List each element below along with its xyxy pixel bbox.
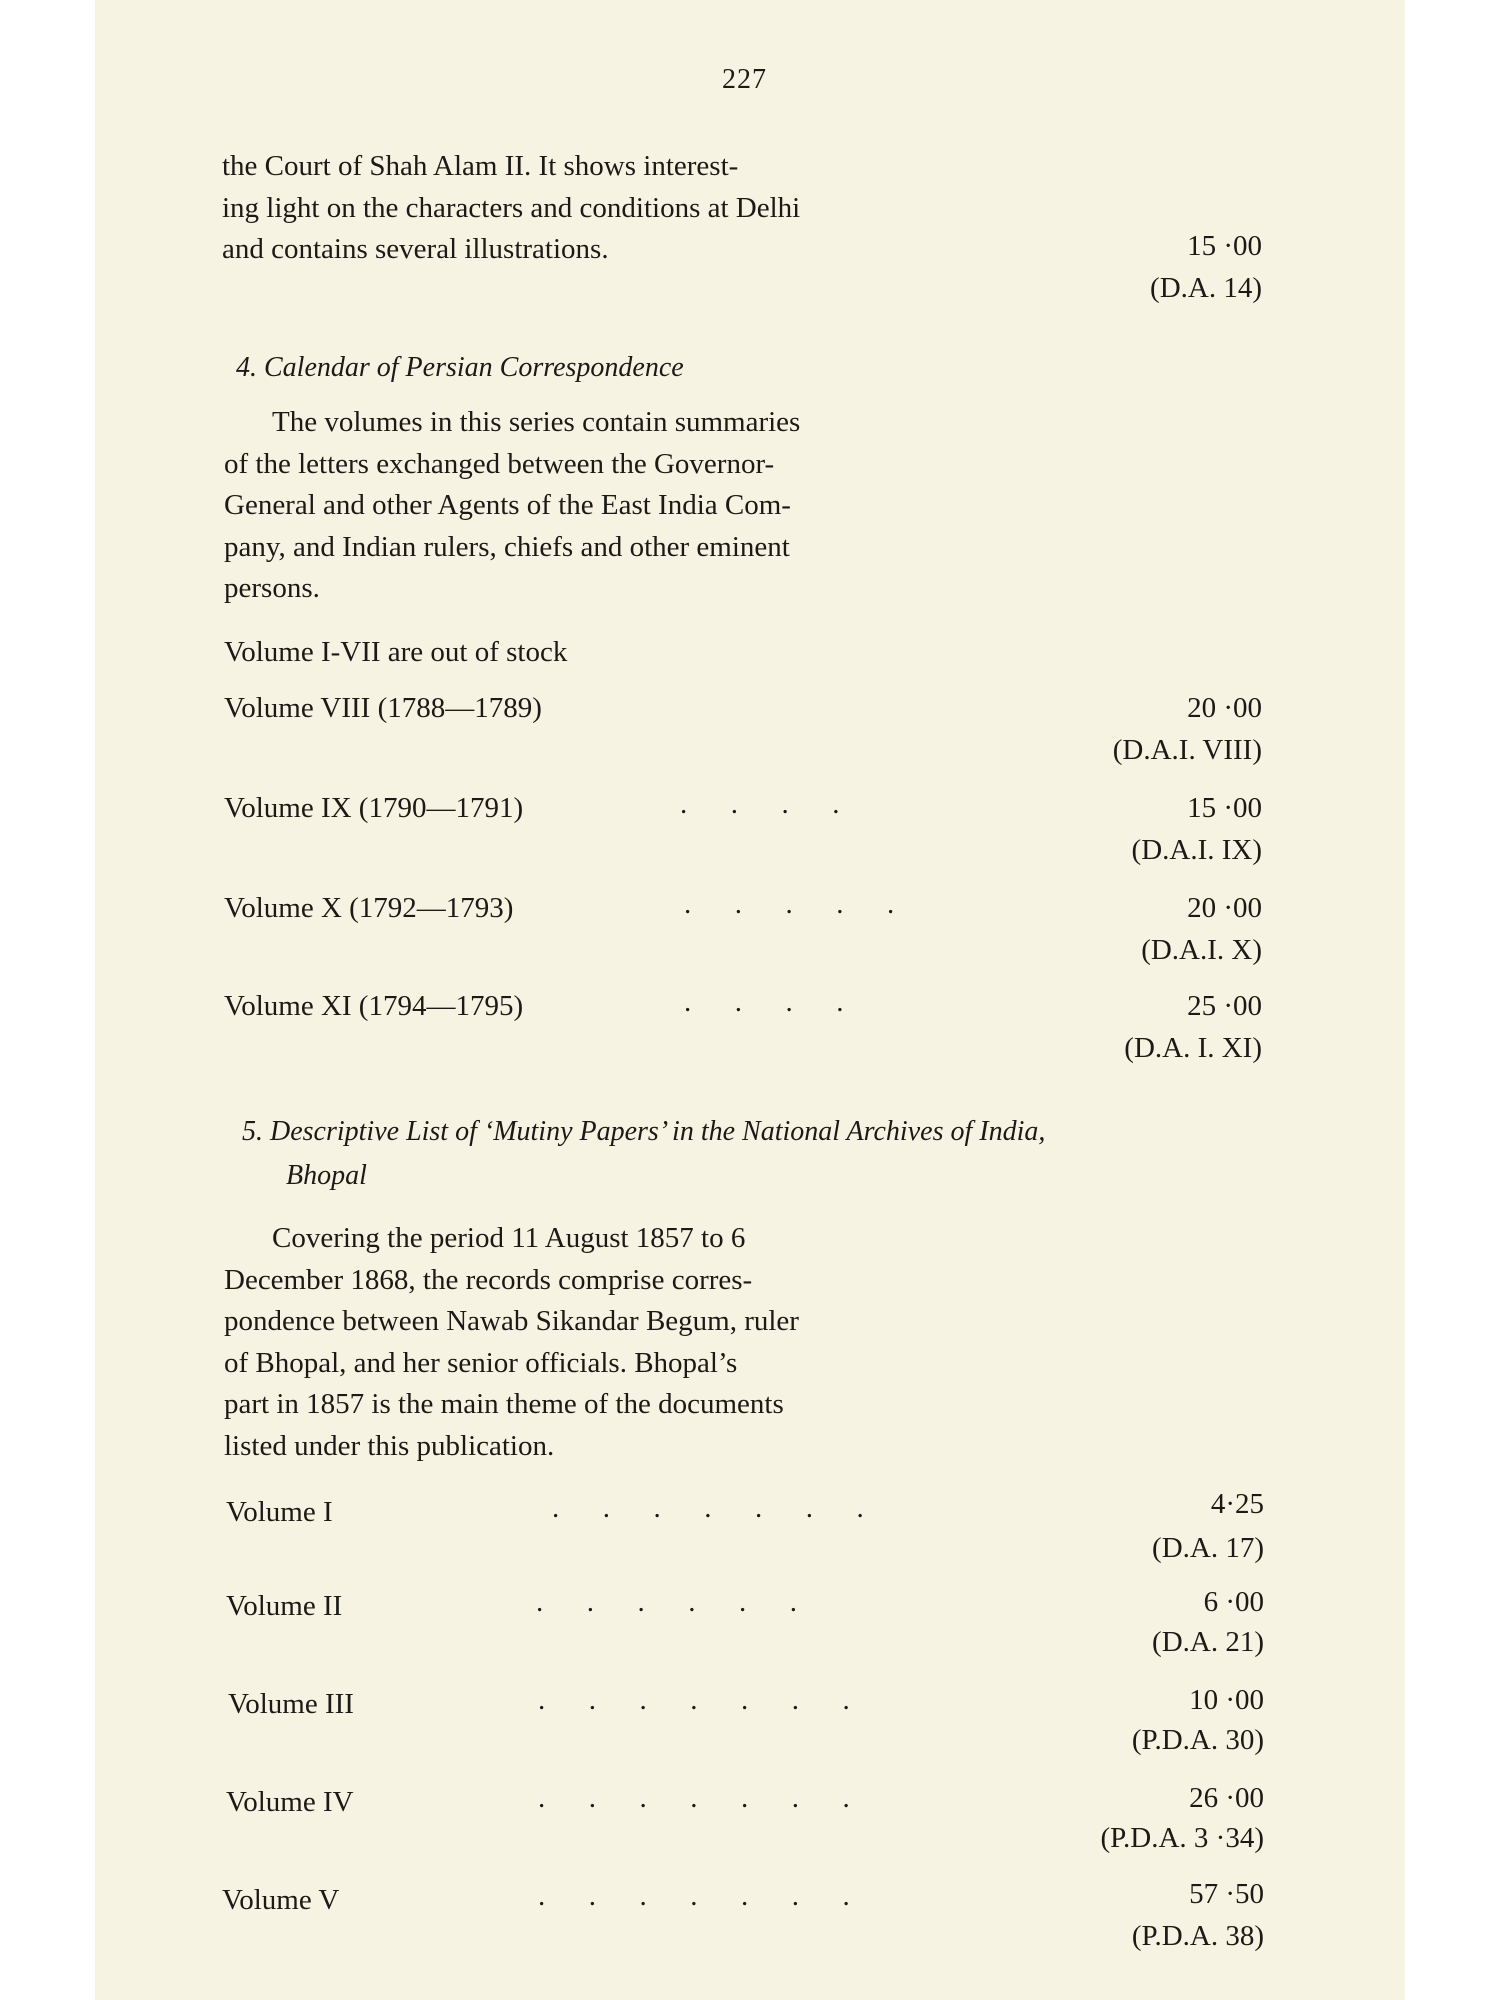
volume-label: Volume IX (1790—1791) — [224, 792, 524, 824]
leader-dots: . . . . . . . — [538, 1880, 850, 1912]
leader-dots: . . . . . . . — [552, 1492, 864, 1524]
volume-price: 26 ·00 — [1189, 1782, 1264, 1814]
volume-price: 4·25 — [1210, 1488, 1264, 1520]
volume-price: 6 ·00 — [1203, 1586, 1264, 1618]
description-line: December 1868, the records comprise corres- — [224, 1263, 753, 1296]
leader-dots: . . . . . . — [536, 1586, 797, 1618]
description-line: pany, and Indian rulers, chiefs and other eminent — [224, 530, 790, 563]
volume-ref: (D.A.I. X) — [1141, 934, 1262, 966]
intro-line: and contains several illustrations. — [222, 233, 609, 265]
volume-price: 20 ·00 — [1187, 892, 1262, 924]
volume-label: Volume X (1792—1793) — [224, 892, 514, 924]
section-5-heading: 5. Descriptive List of ‘Mutiny Papers’ in the National Archives of India, — [242, 1116, 1046, 1147]
volume-ref: (P.D.A. 3 ·34) — [1100, 1822, 1264, 1854]
leader-dots: . . . . . . . — [538, 1782, 850, 1814]
intro-ref: (D.A. 14) — [1150, 272, 1262, 304]
volume-label: Volume III — [228, 1688, 354, 1720]
volume-price: 57 ·50 — [1189, 1878, 1264, 1910]
section-4-heading: 4. Calendar of Persian Correspondence — [236, 352, 684, 383]
description-line: of Bhopal, and her senior officials. Bhopal’s — [224, 1346, 738, 1379]
volume-label: Volume IV — [226, 1786, 354, 1818]
description-line: General and other Agents of the East India Com- — [224, 489, 791, 521]
intro-price: 15 ·00 — [1187, 230, 1262, 262]
volume-price: 15 ·00 — [1187, 792, 1262, 824]
description-line: of the letters exchanged between the Governor- — [224, 447, 775, 480]
volume-ref: (D.A. 21) — [1152, 1626, 1264, 1658]
volume-label: Volume V — [222, 1884, 340, 1916]
leader-dots: . . . . . . . — [538, 1684, 850, 1716]
leader-dots: . . . . — [680, 788, 840, 820]
volume-price: 20 ·00 — [1187, 692, 1262, 724]
volume-ref: (P.D.A. 38) — [1131, 1920, 1264, 1952]
description-line: part in 1857 is the main theme of the documents — [224, 1388, 784, 1420]
volume-label: Volume XI (1794—1795) — [224, 990, 524, 1022]
volume-price: 25 ·00 — [1187, 990, 1262, 1022]
intro-paragraph — [222, 146, 924, 271]
leader-dots: . . . . — [684, 986, 844, 1018]
intro-line: ing light on the characters and conditions at Delhi — [222, 191, 801, 224]
intro-line: the Court of Shah Alam II. It shows interest- — [222, 150, 739, 182]
description-line: The volumes in this series contain summaries — [272, 406, 801, 438]
volume-price: 10 ·00 — [1189, 1684, 1264, 1716]
volume-ref: (P.D.A. 30) — [1131, 1724, 1264, 1756]
volume-label: Volume VIII (1788—1789) — [224, 692, 542, 724]
volume-ref: (D.A. 17) — [1152, 1532, 1264, 1564]
out-of-stock-note: Volume I-VII are out of stock — [224, 636, 568, 668]
description-line: listed under this publication. — [224, 1429, 555, 1462]
leader-dots: . . . . . — [684, 888, 895, 920]
volume-label: Volume II — [226, 1590, 343, 1622]
volume-ref: (D.A. I. XI) — [1124, 1032, 1262, 1064]
volume-ref: (D.A.I. IX) — [1131, 834, 1262, 866]
volume-label: Volume I — [226, 1496, 333, 1528]
description-line: Covering the period 11 August 1857 to 6 — [272, 1222, 746, 1254]
volume-ref: (D.A.I. VIII) — [1112, 734, 1262, 766]
section-5-heading-cont: Bhopal — [286, 1160, 367, 1191]
page-number: 227 — [722, 64, 767, 95]
description-line: persons. — [224, 572, 320, 604]
section-4-description — [224, 402, 928, 610]
section-5-description — [224, 1218, 926, 1467]
description-line: pondence between Nawab Sikandar Begum, ruler — [224, 1305, 799, 1337]
